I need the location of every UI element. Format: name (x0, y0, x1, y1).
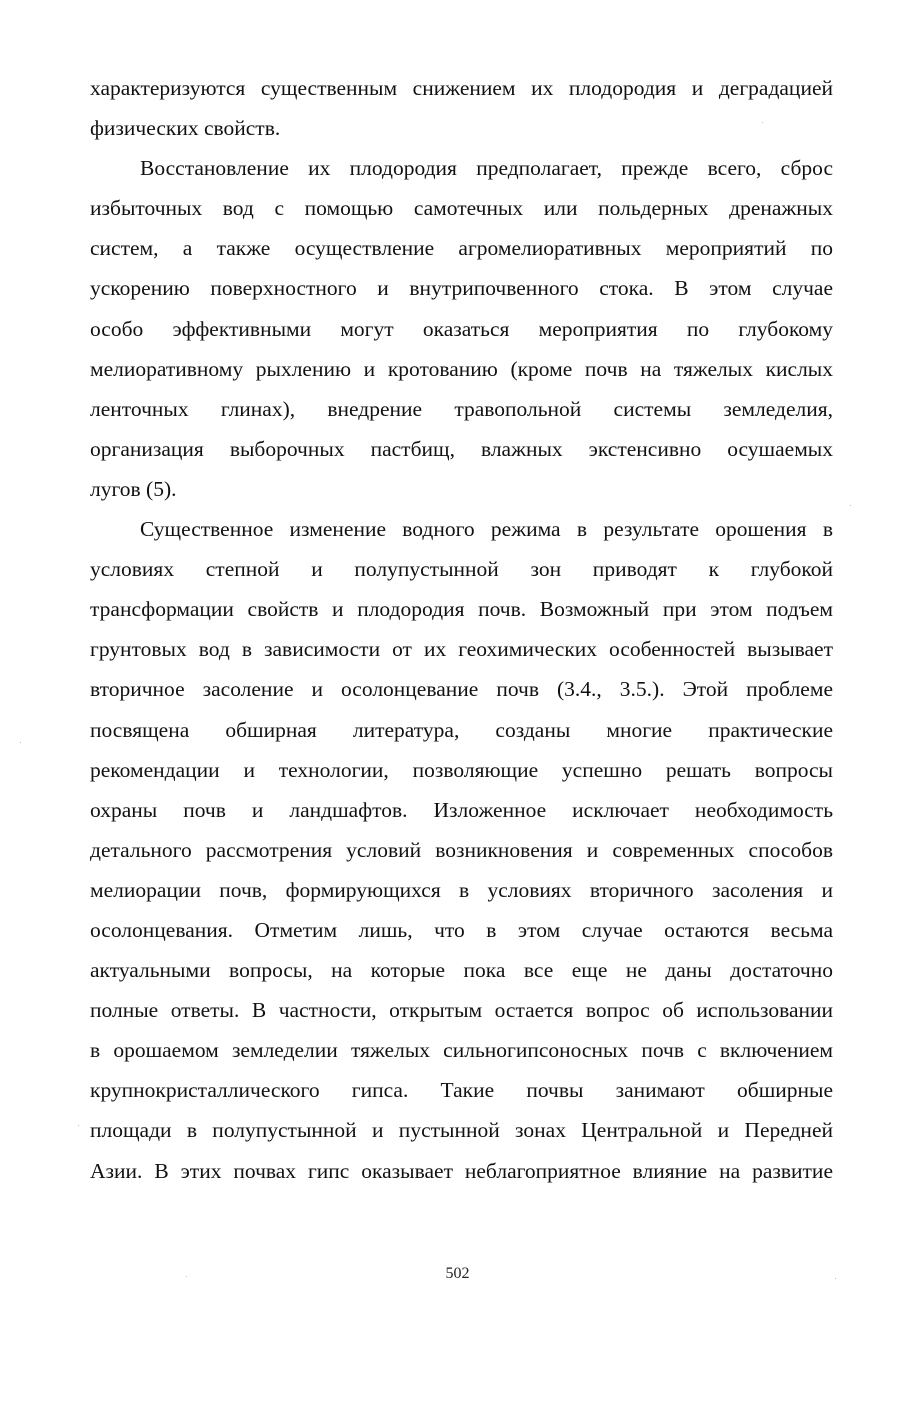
text-line: полные ответы. В частности, открытым остается вопрос об использовании (90, 998, 833, 1023)
scan-speck (186, 1276, 187, 1277)
text-line: осолонцевания. Отметим лишь, что в этом случае остаются весьма (90, 917, 833, 942)
text-line: трансформации свойств и плодородия почв. Возможный при этом подъем (90, 597, 833, 622)
text-line: особо эффективными могут оказаться мероприятия по глубокому (90, 316, 833, 341)
text-line: вторичное засоление и осолонцевание почв (3.4., 3.5.). Этой проблеме (90, 677, 833, 702)
text-line: Азии. В этих почвах гипс оказывает неблагоприятное влияние на развитие (90, 1158, 833, 1183)
paragraph-3 (90, 509, 833, 1191)
text-line: ленточных глинах), внедрение травопольной системы земледелия, (90, 396, 833, 421)
page-number: 502 (445, 1265, 470, 1282)
text-line: мелиорации почв, формирующихся в условиях вторичного засоления и (90, 877, 833, 902)
text-line: Восстановление их плодородия предполагает, прежде всего, сброс (140, 156, 833, 181)
text-line: физических свойств. (90, 116, 281, 141)
text-line: актуальными вопросы, на которые пока все еще не даны достаточно (90, 958, 833, 983)
text-line: детального рассмотрения условий возникновения и современных способов (90, 837, 833, 862)
text-line: охраны почв и ландшафтов. Изложенное исключает необходимость (90, 797, 833, 822)
scan-speck (20, 742, 21, 743)
text-line: характеризуются существенным снижением их плодородия и деградацией (90, 76, 833, 100)
text-line: избыточных вод с помощью самотечных или польдерных дренажных (90, 196, 833, 221)
scan-speck (850, 505, 851, 506)
text-line: посвящена обширная литература, созданы многие практические (90, 717, 833, 742)
scan-speck (835, 1278, 836, 1279)
text-line: Существенное изменение водного режима в результате орошения в (140, 517, 833, 542)
scan-speck (78, 1125, 79, 1126)
text-line: грунтовых вод в зависимости от их геохимических особенностей вызывает (90, 637, 833, 662)
text-line: площади в полупустынной и пустынной зонах Центральной и Передней (90, 1118, 833, 1143)
body-text (90, 68, 833, 1191)
text-line: в орошаемом земледелии тяжелых сильногипсоносных почв с включением (90, 1038, 833, 1063)
text-line: рекомендации и технологии, позволяющие успешно решать вопросы (90, 757, 833, 782)
text-line: ускорению поверхностного и внутрипочвенного стока. В этом случае (90, 276, 833, 301)
text-line: лугов (5). (90, 476, 177, 501)
paragraph-1 (90, 68, 833, 148)
scan-speck (762, 122, 763, 123)
text-line: мелиоративному рыхлению и кротованию (кроме почв на тяжелых кислых (90, 356, 833, 381)
text-line: условиях степной и полупустынной зон приводят к глубокой (90, 557, 833, 582)
text-line: систем, а также осуществление агромелиоративных мероприятий по (90, 236, 833, 261)
paragraph-2 (90, 148, 833, 509)
text-line: организация выборочных пастбищ, влажных экстенсивно осушаемых (90, 436, 833, 461)
text-line: крупнокристаллического гипса. Такие почвы занимают обширные (90, 1078, 833, 1103)
